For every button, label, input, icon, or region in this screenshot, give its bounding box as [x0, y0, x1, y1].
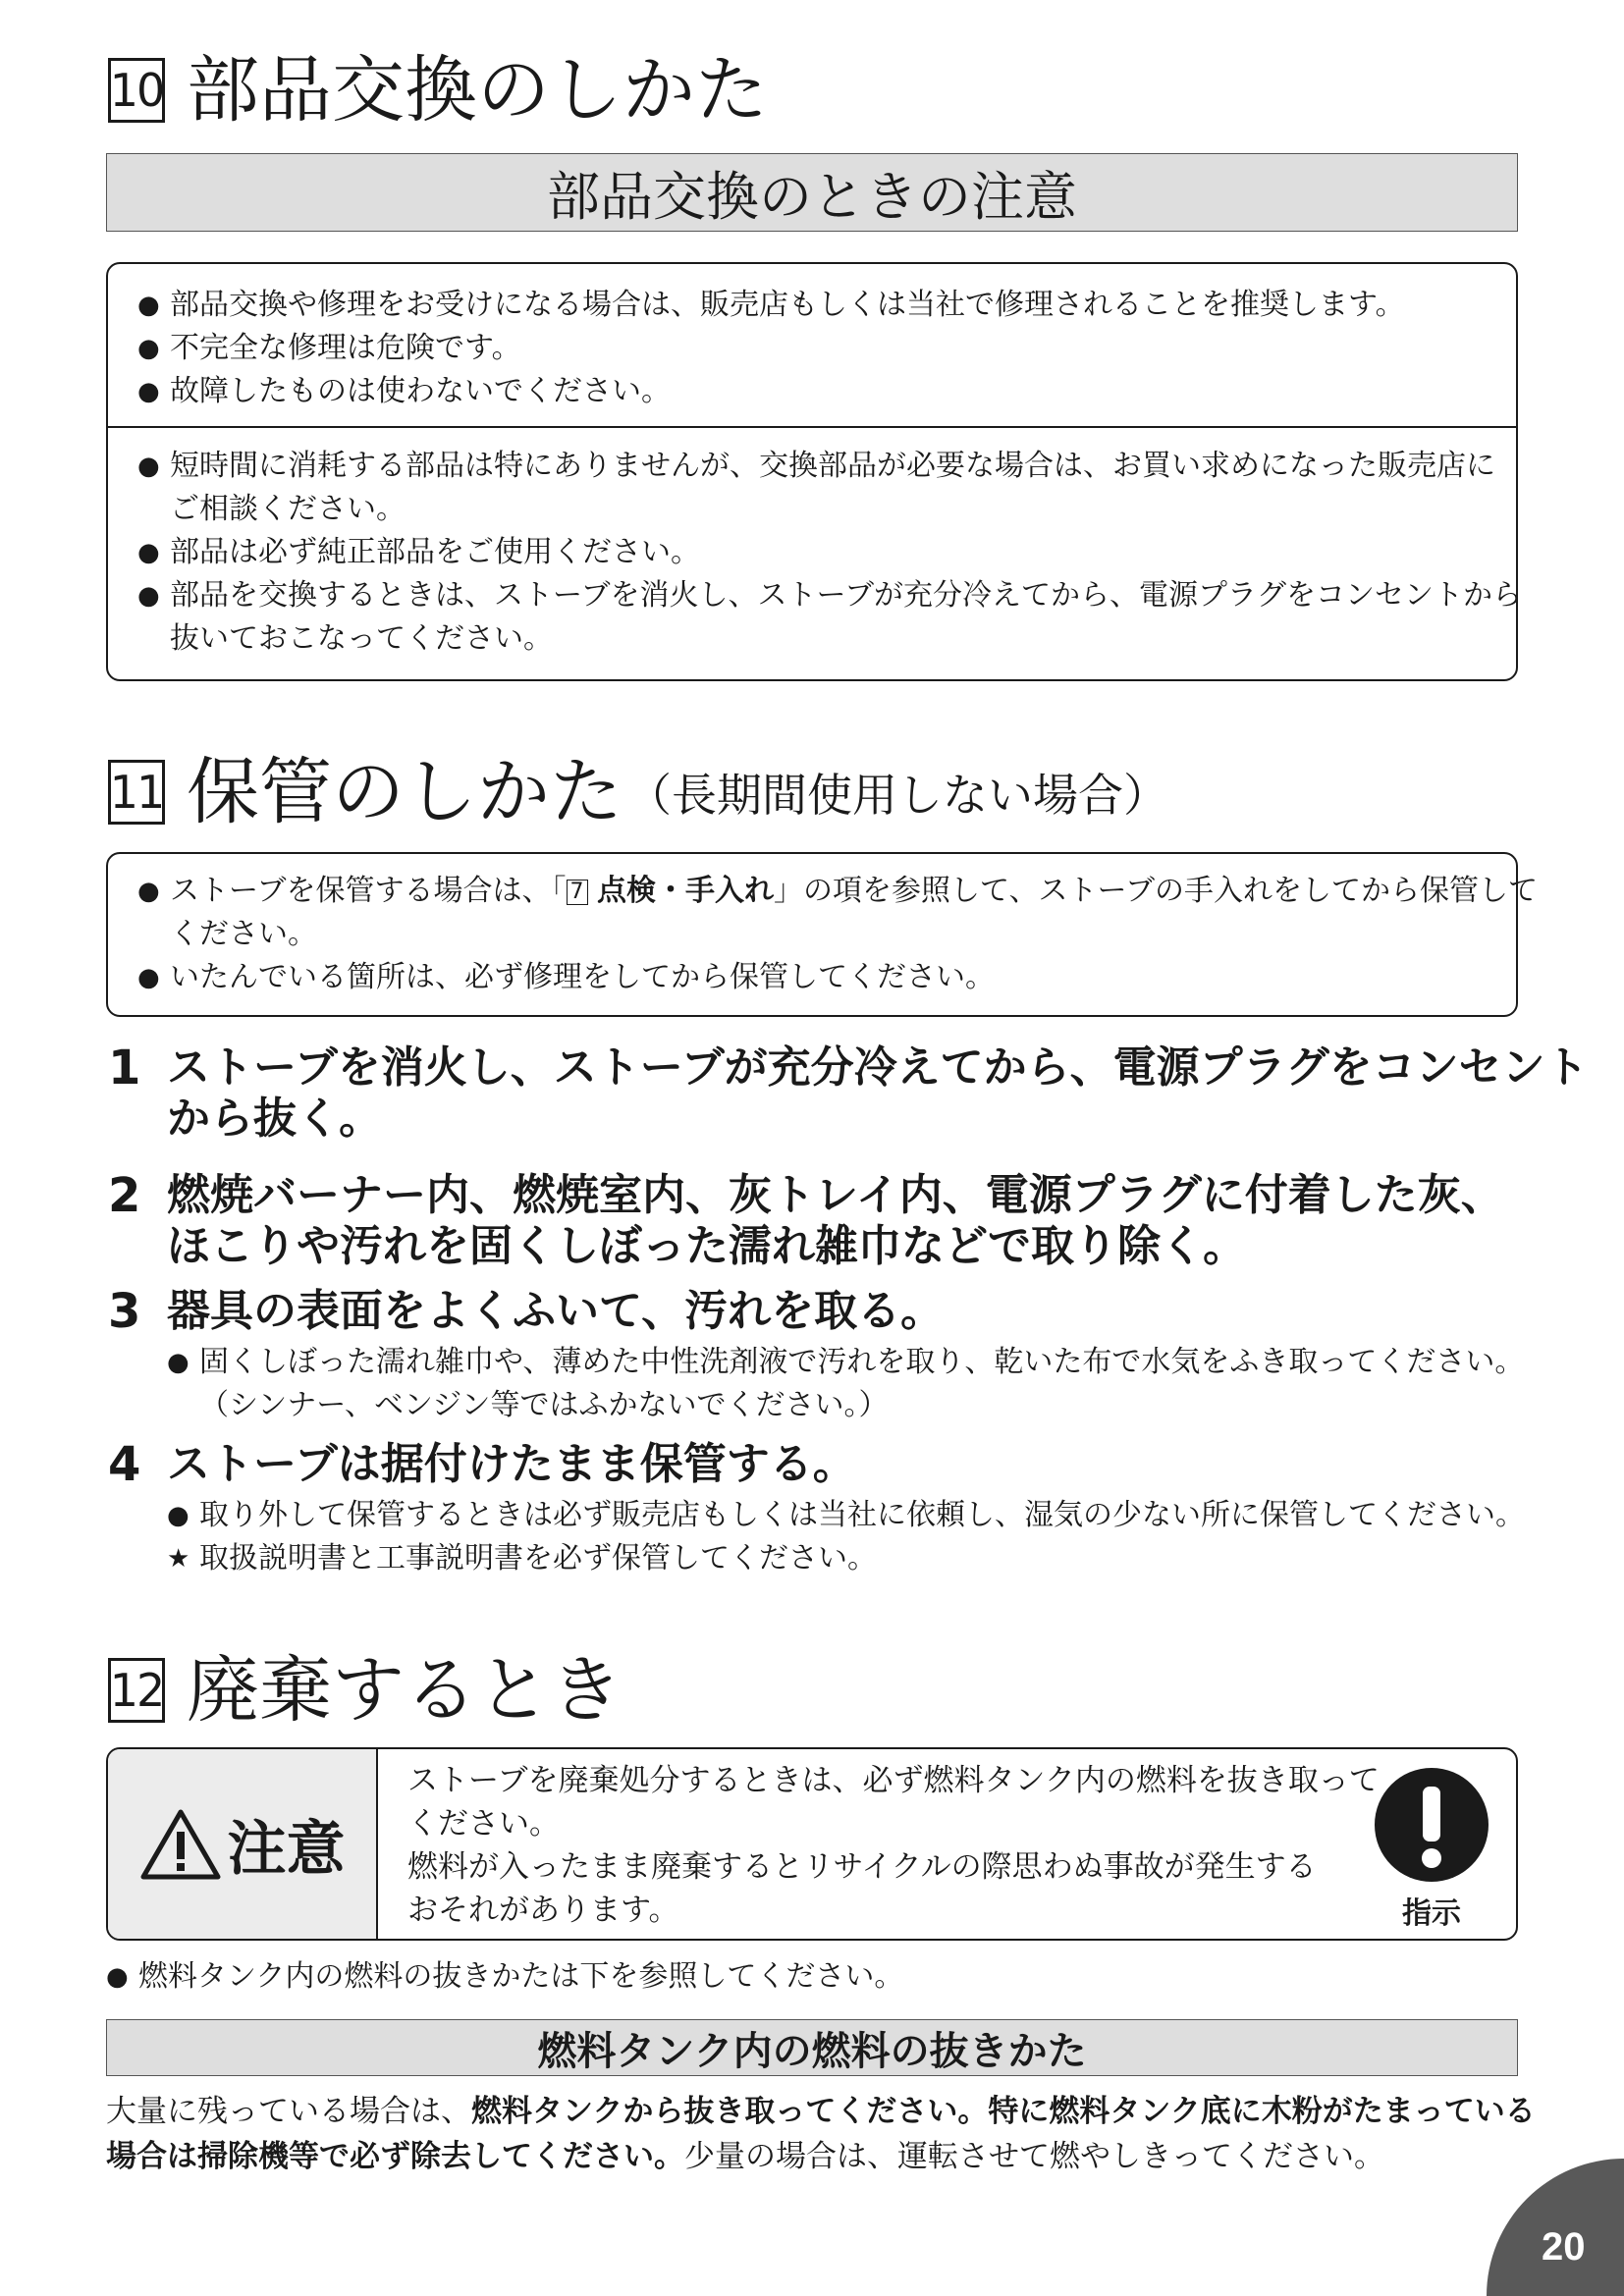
section-number: 12 [108, 1658, 165, 1723]
step-title: ストーブを消火し、ストーブが充分冷えてから、電源プラグをコンセント から抜く。 [167, 1042, 1589, 1144]
list-item: ● 燃料タンク内の燃料の抜きかたは下を参照してください。 [106, 1955, 903, 1999]
disposal-caution-box [106, 1747, 1518, 1941]
section-title: 廃棄するとき [187, 1648, 623, 1733]
list-item: ● 取り外して保管するときは必ず販売店もしくは当社に依頼し、湿気の少ない所に保管してください。 [167, 1494, 1525, 1537]
banner-title: 部品交換のときの注意 [547, 165, 1077, 228]
section11-heading [108, 750, 1168, 834]
caution-list-bottom [137, 445, 1522, 661]
list-item: ★ 取扱説明書と工事説明書を必ず保管してください。 [167, 1537, 1525, 1580]
caution-message: ストーブを廃棄処分するときは、必ず燃料タンク内の燃料を抜き取って ください。 燃料が入ったまま廃棄するとリサイクルの際思わぬ事故が発生する おそれがあります。 [407, 1763, 1380, 1928]
list-item: ● 短時間に消耗する部品は特にありませんが、交換部品が必要な場合は、お買い求めになった販売店に ご相談ください。 [137, 445, 1522, 531]
step-number: 3 [108, 1284, 141, 1339]
step-number: 2 [108, 1168, 141, 1223]
divider [108, 426, 1516, 428]
exclamation-icon [1374, 1767, 1489, 1883]
disposal-note [106, 1955, 903, 1999]
parts-caution-box [106, 262, 1522, 681]
list-item: ● 部品を交換するときは、ストーブを消火し、ストーブが充分冷えてから、電源プラグをコンセントから 抜いておこなってください。 [137, 574, 1522, 661]
list-item: ● 部品交換や修理をお受けになる場合は、販売店もしくは当社で修理されることを推奨します。 [137, 284, 1405, 327]
storage-notes [137, 870, 1538, 999]
list-item: ● 固くしぼった濡れ雑巾や、薄めた中性洗剤液で汚れを取り、乾いた布で水気をふき取ってください。 （シンナー、ベンジン等ではふかないでください。） [167, 1341, 1524, 1427]
section10-heading [108, 48, 768, 133]
step-notes [167, 1494, 1525, 1580]
step-title: 燃焼バーナー内、燃焼室内、灰トレイ内、電源プラグに付着した灰、 ほこりや汚れを固くしぼった濡れ雑巾などで取り除く。 [167, 1170, 1504, 1271]
section-number: 10 [108, 58, 165, 123]
section-title: 保管のしかた [187, 750, 623, 834]
caution-label [108, 1749, 378, 1939]
instruction-label: 指示 [1402, 1896, 1461, 1931]
banner-title: 燃料タンク内の燃料の抜きかた [537, 2028, 1087, 2074]
section-title: 部品交換のしかた [187, 48, 768, 133]
caution-text: 注意 [227, 1814, 346, 1884]
list-item: ● いたんでいる箇所は、必ず修理をしてから保管してください。 [137, 956, 1538, 999]
list-item: ● 故障したものは使わないでください。 [137, 370, 1405, 413]
step-title: ストーブは据付けたまま保管する。 [167, 1439, 856, 1489]
warning-triangle-icon [139, 1806, 222, 1883]
list-item: ● ストーブを保管する場合は、「 7 点検・手入れ」の項を参照して、ストーブの手入れをしてから保管して ください。 [137, 870, 1538, 956]
reference-number: 7 [567, 880, 588, 905]
step-number: 1 [108, 1041, 141, 1095]
fuel-removal-banner [106, 2019, 1518, 2076]
list-item: ● 不完全な修理は危険です。 [137, 327, 1405, 370]
fuel-removal-text: 大量に残っている場合は、燃料タンクから抜き取ってください。特に燃料タンク底に木粉がたまっている 場合は掃除機等で必ず除去してください。少量の場合は、運転させて燃やしきってください。 [106, 2094, 1536, 2174]
section-subtitle: （長期間使用しない場合） [626, 769, 1168, 822]
step-notes [167, 1341, 1524, 1427]
caution-list-top [137, 284, 1405, 413]
page-number: 20 [1542, 2225, 1586, 2269]
instruction-mark [1373, 1767, 1490, 1932]
list-item: ● 部品は必ず純正部品をご使用ください。 [137, 531, 1522, 574]
section12-heading [108, 1648, 623, 1733]
step-number: 4 [108, 1437, 141, 1492]
section-number: 11 [108, 760, 165, 825]
section10-banner [106, 153, 1518, 232]
page-number-tab [1487, 2159, 1624, 2296]
step-title: 器具の表面をよくふいて、汚れを取る。 [167, 1286, 945, 1336]
storage-note-box [106, 852, 1538, 1017]
reference-link: 点検・手入れ [597, 874, 775, 908]
